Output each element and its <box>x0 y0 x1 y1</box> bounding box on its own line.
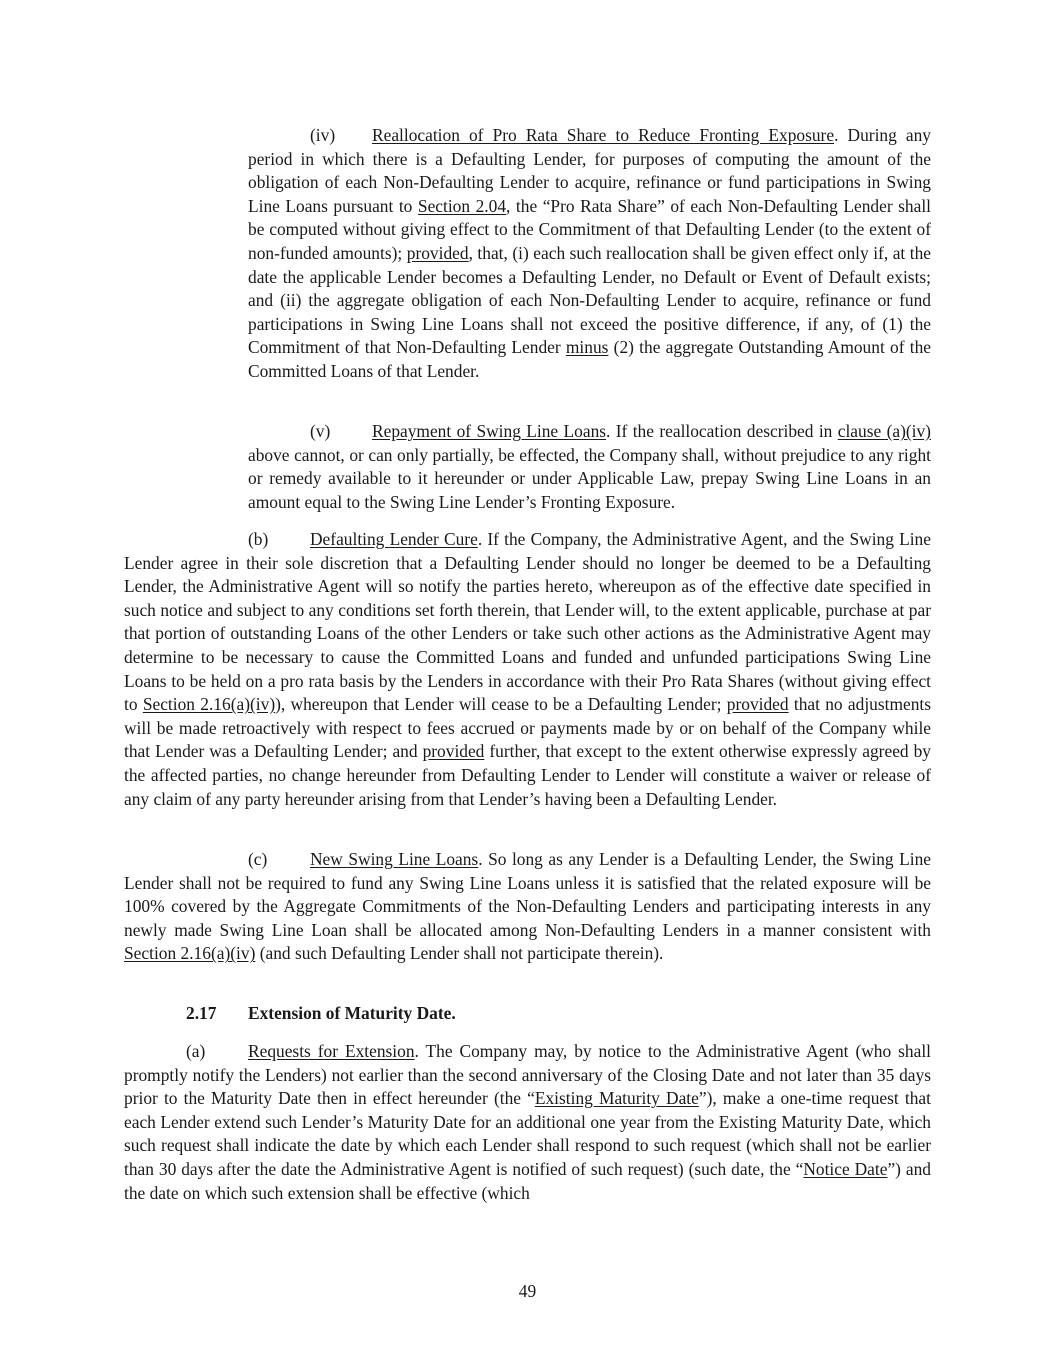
cross-reference: Section 2.16(a)(iv) <box>142 694 276 715</box>
clause-text: that no adjustments will be made retroactively with respect to fees accrued or payments made by or on behalf of the Company while that Lender was a Defaulting Lender; and <box>124 694 931 762</box>
clause-text: (and such Defaulting Lender shall not participate therein). <box>255 943 664 964</box>
cross-reference: Section 2.16(a)(iv) <box>124 943 256 964</box>
clause-text: . The Company may, by notice to the Administrative Agent (who shall promptly notify the Lenders) not earlier than the second anniversary of the Closing Date and not later than 35 days prior to the Maturity Date then in effect hereunder (the “ <box>124 1041 931 1109</box>
clause-label: (b) <box>248 529 269 549</box>
clause-text: ), whereupon that Lender will cease to be a Defaulting Lender; <box>275 694 727 715</box>
proviso-term: provided <box>422 741 485 762</box>
clause-text: . If the reallocation described in <box>606 421 838 441</box>
section-title: Extension of Maturity Date. <box>248 1003 456 1023</box>
clause-text: (2) the aggregate Outstanding Amount of the Committed Loans of that Lender. <box>248 337 931 381</box>
defined-term: Notice Date <box>803 1158 888 1179</box>
clause-heading: Repayment of Swing Line Loans <box>372 421 607 441</box>
proviso-term: provided <box>726 694 789 715</box>
clause-text: . If the Company, the Administrative Agent, and the Swing Line Lender agree in their sole discretion that a Defaulting Lender should no longer be deemed to be a Defaulting Lender, the Administrative Agent will so notify the parties hereto, whereupon as of the effective date specified in such notice and subject to any conditions set forth therein, that Lender will, to the extent applicable, purchase at par that portion of outstanding Loans of the other Lenders or take such other actions as the Administrative Agent may determine to be necessary to cause the Committed Loans and funded and unfunded participations Swing Line Loans to be held on a pro rata basis by the Lenders in accordance with their Pro Rata Shares (without giving effect to <box>124 529 931 715</box>
clause-label: (v) <box>310 421 331 441</box>
clause-label: (c) <box>248 849 268 869</box>
clause-heading: Reallocation of Pro Rata Share to Reduce Fronting Exposure <box>372 125 835 145</box>
clause-label: (a) <box>186 1041 206 1061</box>
minus-term: minus <box>565 337 609 358</box>
paragraph-c <box>124 848 931 966</box>
cross-reference: clause (a)(iv) <box>837 421 931 441</box>
clause-heading: New Swing Line Loans <box>310 849 479 869</box>
defined-term: Existing Maturity Date <box>534 1088 699 1109</box>
section-heading-2-17 <box>124 1002 931 1026</box>
clause-text: ”) and the date on which such extension shall be effective (which <box>124 1158 932 1203</box>
clause-text: . During any period in which there is a Defaulting Lender, for purposes of computing the amount of the obligation of each Non-Defaulting Lender to acquire, refinance or fund participations in Swing Line Loans pursuant to <box>248 125 932 216</box>
paragraph-iv <box>248 124 931 384</box>
cross-reference: Section 2.04 <box>417 195 507 216</box>
paragraph-a <box>124 1040 931 1205</box>
clause-label: (iv) <box>310 125 336 145</box>
clause-text: , the “Pro Rata Share” of each Non-Defaulting Lender shall be computed without giving effect to the Commitment of that Defaulting Lender (to the extent of non-funded amounts); <box>248 195 931 263</box>
clause-heading: Requests for Extension <box>248 1041 415 1061</box>
clause-text: , that, (i) each such reallocation shall be given effect only if, at the date the applicable Lender becomes a Defaulting Lender, no Default or Event of Default exists; and (ii) the aggregate obligation of each Non-Defaulting Lender to acquire, refinance or fund participations in Swing Line Loans shall not exceed the positive difference, if any, of (1) the Commitment of that Non-Defaulting Lender <box>248 242 932 358</box>
paragraph-v <box>248 420 931 514</box>
page-number: 49 <box>518 1281 537 1301</box>
proviso-term: provided <box>406 242 469 263</box>
clause-text: ”), make a one-time request that each Lender extend such Lender’s Maturity Date for an additional one year from the Existing Maturity Date, which such request shall indicate the date by which each Lender shall respond to such request (which shall not be earlier than 30 days after the date the Administrative Agent is notified of such request) (such date, the “ <box>124 1088 931 1179</box>
section-number: 2.17 <box>186 1003 217 1023</box>
clause-text: above cannot, or can only partially, be effected, the Company shall, without prejudice to any right or remedy available to it hereunder or under Applicable Law, prepay Swing Line Loans in an amount equal to the Swing Line Lender’s Fronting Exposure. <box>248 444 931 512</box>
clause-heading: Defaulting Lender Cure <box>310 529 478 549</box>
clause-text: further, that except to the extent otherwise expressly agreed by the affected parties, no change hereunder from Defaulting Lender to Lender will constitute a waiver or release of any claim of any party hereunder arising from that Lender’s having been a Defaulting Lender. <box>124 741 931 809</box>
paragraph-b <box>124 528 931 811</box>
clause-text: . So long as any Lender is a Defaulting Lender, the Swing Line Lender shall not be required to fund any Swing Line Loans unless it is satisfied that the related exposure will be 100% covered by the Aggregate Commitments of the Non-Defaulting Lenders and participating interests in any newly made Swing Line Loan shall be allocated among Non-Defaulting Lenders in a manner consistent with <box>124 849 931 940</box>
